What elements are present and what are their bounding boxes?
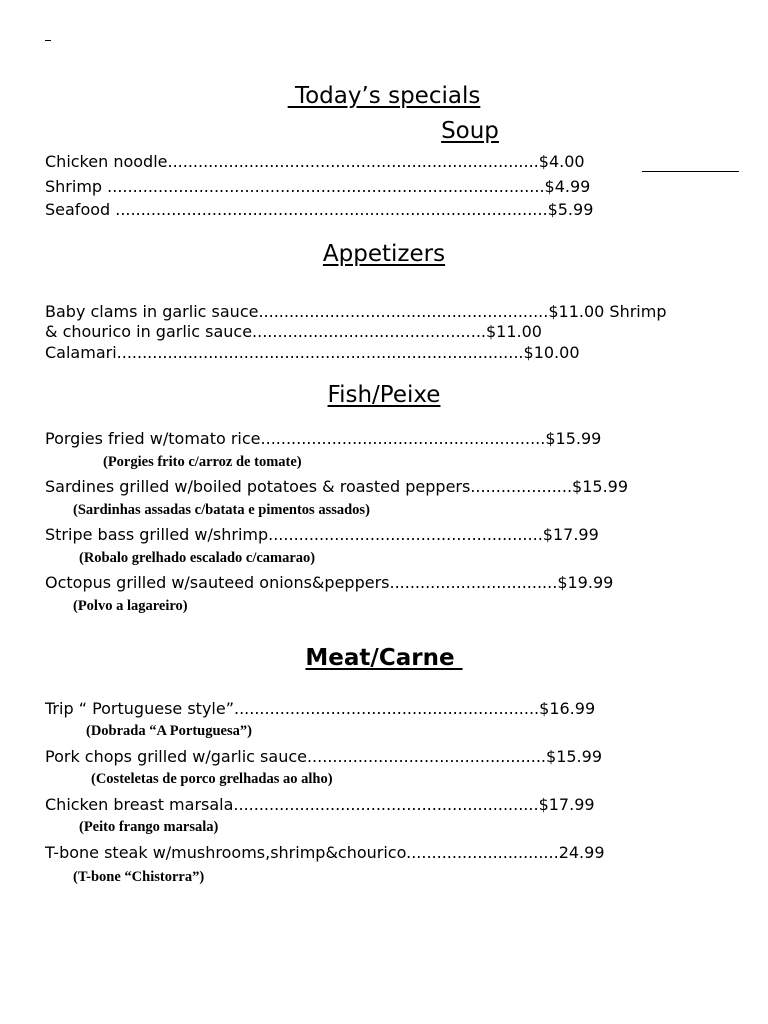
menu-translation: (Dobrada “A Portuguesa”) [86,723,252,739]
menu-line: Calamari................................................................................$10.00 [45,343,580,362]
menu-line: Seafood .....................................................................................$5.99 [45,200,594,219]
menu-line: Stripe bass grilled w/shrimp......................................................$17.99 [45,525,599,544]
menu-line: Sardines grilled w/boiled potatoes & roasted peppers....................$15.99 [45,477,629,496]
section-heading-meat: Meat/Carne [305,645,463,671]
menu-translation: (Peito frango marsala) [79,819,219,835]
menu-line: Trip “ Portuguese style”............................................................$16.99 [45,699,596,718]
menu-line: Chicken noodle.........................................................................$4.00 [45,152,585,171]
menu-line: Shrimp ......................................................................................$4.99 [45,177,591,196]
menu-line: Chicken breast marsala............................................................$17.99 [45,795,595,814]
section-heading-soup: Soup [441,118,499,144]
menu-translation: (Robalo grelhado escalado c/camarao) [79,550,316,566]
menu-line: T-bone steak w/mushrooms,shrimp&chourico..............................24.99 [45,843,605,862]
menu-translation: (Costeletas de porco grelhadas ao alho) [91,771,333,787]
underline-rule [642,171,739,172]
menu-translation: (T-bone “Chistorra”) [73,869,205,885]
menu-translation: (Porgies frito c/arroz de tomate) [103,454,302,470]
section-heading-fish: Fish/Peixe [327,382,441,408]
menu-line: Porgies fried w/tomato rice........................................................$15.99 [45,429,602,448]
page-title: Today’s specials [287,83,481,109]
menu-line: Octopus grilled w/sauteed onions&peppers.................................$19.99 [45,573,614,592]
section-heading-appetizers: Appetizers [322,241,446,267]
menu-line: Baby clams in garlic sauce.........................................................$11.00 Shrimp [45,302,667,321]
menu-translation: (Sardinhas assadas c/batata e pimentos assados) [73,502,370,518]
menu-line: Pork chops grilled w/garlic sauce...............................................$15.99 [45,747,602,766]
corner-mark [45,40,51,41]
menu-line: & chourico in garlic sauce..............................................$11.00 [45,322,542,341]
menu-translation: (Polvo a lagareiro) [73,598,188,614]
